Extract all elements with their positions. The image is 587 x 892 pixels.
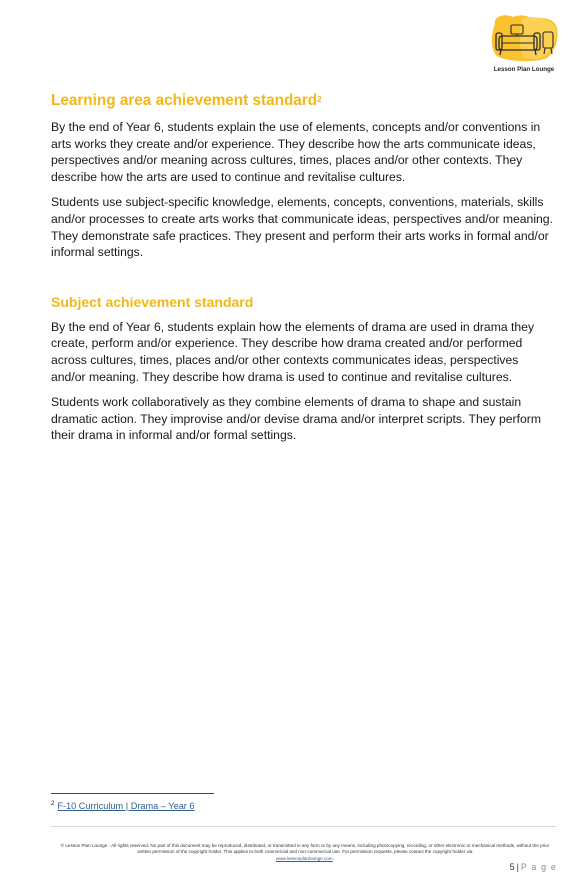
learning-area-paragraph-2: Students use subject-specific knowledge, elements, concepts, conventions, materials, skills and/or processes to create arts works that communicate ideas, perspectives and/or meaning. They demonstrate safe practices. They present and perform their arts works in formal and/or informal settings. xyxy=(51,195,553,260)
page-number xyxy=(510,862,557,872)
learning-area-title: Learning area achievement standard xyxy=(51,92,318,109)
page-number-value: 5 xyxy=(509,862,515,872)
learning-area-heading xyxy=(51,90,556,112)
subject-paragraph-2: Students work collaboratively as they combine elements of drama to shape and sustain dramatic action. They improvise and/or devise drama and/or interpret scripts. They perform their drama in informal and/or formal settings. xyxy=(51,395,541,443)
main-content xyxy=(51,90,556,453)
footnote-link[interactable]: F-10 Curriculum | Drama – Year 6 xyxy=(57,801,195,812)
subject-paragraph-1: By the end of Year 6, students explain how the elements of drama are used in drama they create, perform and/or experience. They describe how drama created and/or performed across cultures, times, places and/or other contexts communicates ideas, perspectives and/or meaning. They describe how drama is used to continue and revitalise cultures. xyxy=(51,319,535,384)
copyright-text: © Lesson Plan Lounge - All rights reserved. No part of this document may be reproduced, distributed, or transmitted in any form or by any means, including photocopying, recording, or other electronic or mechanical methods, without the prior written permission of the copyright holder. This applies to both commercial and non-commercial use. For permission requests, please contact the copyright holder via xyxy=(60,843,550,855)
copyright-end: . xyxy=(332,855,334,861)
subject-standard-heading: Subject achievement standard xyxy=(51,293,254,310)
copyright-website-link[interactable]: www.lessonplanlounge.com xyxy=(276,855,333,861)
footnote xyxy=(51,801,195,811)
logo-wordmark: Lesson Plan Lounge xyxy=(493,66,555,73)
lesson-plan-lounge-logo xyxy=(487,14,561,76)
footer-divider xyxy=(51,826,556,827)
copyright-notice xyxy=(55,843,555,862)
sofa-logo-icon xyxy=(489,14,559,62)
footnote-divider xyxy=(51,793,214,794)
page-label: P a g e xyxy=(520,862,557,872)
learning-area-paragraph-1: By the end of Year 6, students explain the use of elements, concepts and/or conventions in arts works they create and/or experience. They describe how the arts communicate ideas, perspectives and/or meaning across cultures, times, places and/or other contexts. They describe how the arts are used to continue and revitalise cultures. xyxy=(51,120,541,184)
footnote-marker: 2 xyxy=(51,801,55,807)
footnote-reference[interactable]: 2 xyxy=(317,95,322,104)
page-number-separator: | xyxy=(516,862,519,872)
